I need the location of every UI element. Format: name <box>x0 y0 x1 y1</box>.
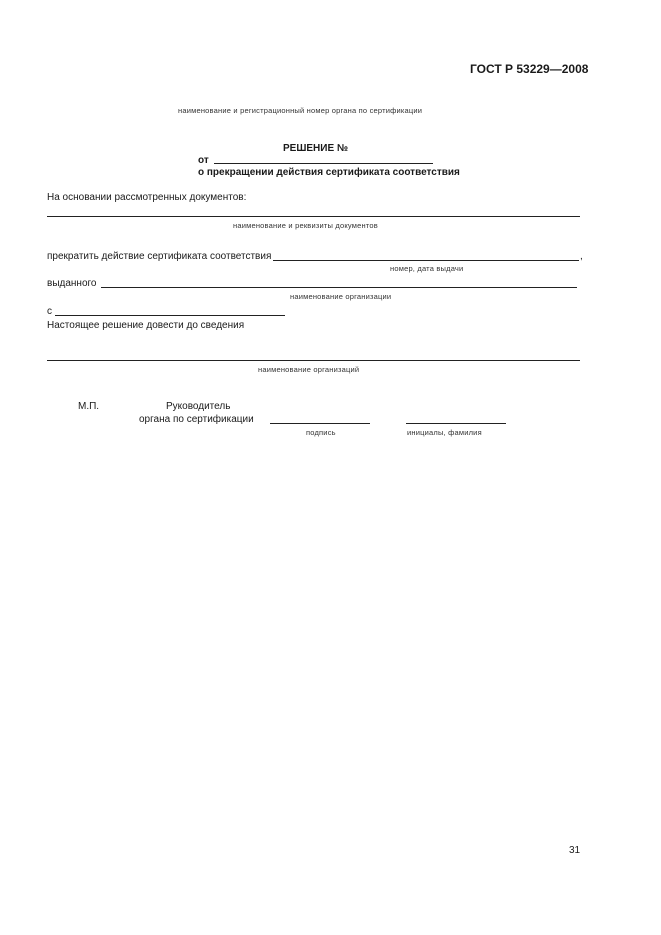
organization-line[interactable] <box>101 287 577 288</box>
certificate-line[interactable] <box>273 260 579 261</box>
decision-subtitle: о прекращении действия сертификата соответствия <box>198 167 460 178</box>
head-title-line1: Руководитель <box>166 401 231 412</box>
name-line[interactable] <box>406 423 506 424</box>
basis-label: На основании рассмотренных документов: <box>47 192 247 203</box>
date-prefix: от <box>198 155 209 166</box>
signature-caption: подпись <box>306 428 336 437</box>
documents-caption: наименование и реквизиты документов <box>233 221 378 230</box>
notify-label: Настоящее решение довести до сведения <box>47 320 245 331</box>
documents-line[interactable] <box>47 216 580 217</box>
org-caption: наименование и регистрационный номер органа по сертификации <box>178 106 423 115</box>
organization-caption: наименование организации <box>290 292 392 301</box>
page-number: 31 <box>569 845 581 856</box>
date-line[interactable] <box>214 163 433 164</box>
name-caption: инициалы, фамилия <box>407 428 482 437</box>
organizations-caption: наименование организаций <box>258 365 360 374</box>
decision-title: РЕШЕНИЕ № <box>283 143 349 154</box>
from-label: с <box>47 306 52 317</box>
terminate-label: прекратить действие сертификата соответствия <box>47 251 272 262</box>
standard-number: ГОСТ Р 53229—2008 <box>470 62 589 76</box>
from-line[interactable] <box>55 315 285 316</box>
issued-label: выданного <box>47 278 97 289</box>
terminate-comma: , <box>580 251 583 262</box>
signature-line[interactable] <box>270 423 370 424</box>
head-title-line2: органа по сертификации <box>139 414 254 425</box>
stamp-label: М.П. <box>78 401 100 412</box>
certificate-caption: номер, дата выдачи <box>390 264 464 273</box>
organizations-line[interactable] <box>47 360 580 361</box>
